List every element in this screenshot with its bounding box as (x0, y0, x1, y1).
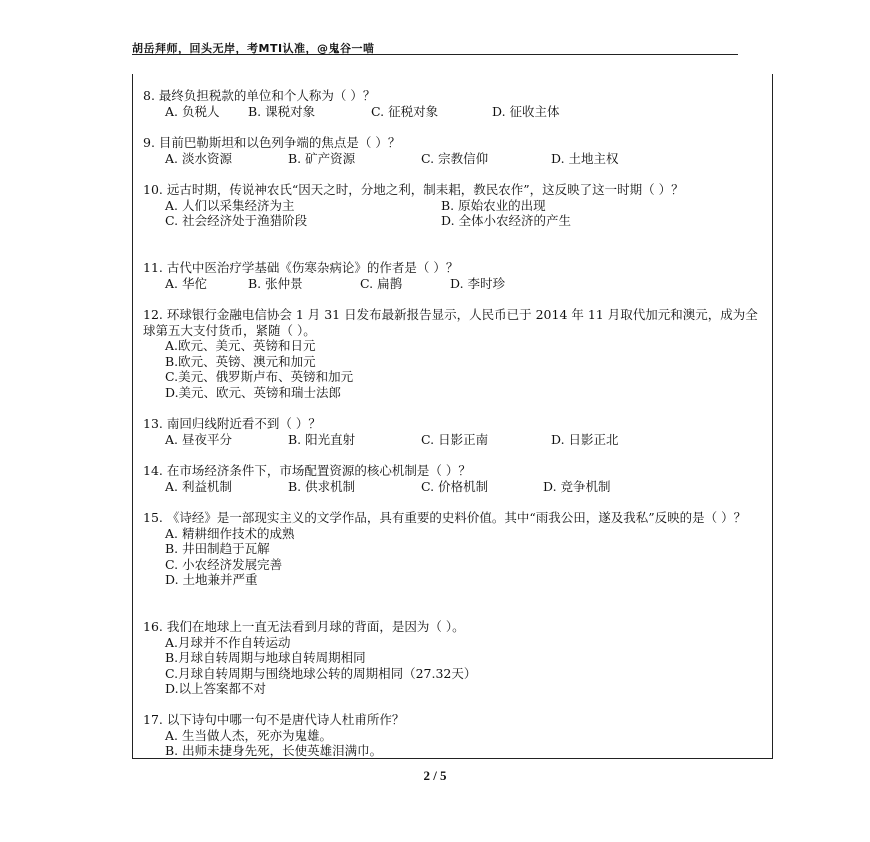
option-row (143, 104, 768, 120)
option-row (143, 432, 768, 448)
option-b: B. 张仲景 (248, 275, 303, 291)
option-a: A. 华佗 (165, 275, 207, 291)
question-9 (143, 135, 768, 166)
question-stem: 13. 南回归线附近看不到（ ）？ (143, 416, 321, 431)
question-stem: 10. 远古时期，传说神农氏“因天之时，分地之利，制耒耜，教民农作”，这反映了这一时期（ ）？ (143, 182, 684, 197)
option-d: D. 土地兼并严重 (165, 572, 258, 588)
question-16 (143, 619, 768, 697)
option-grid (143, 198, 768, 229)
option-d: D. 全体小农经济的产生 (441, 213, 572, 229)
option-a: A. 负税人 (165, 103, 220, 119)
option-c: C. 扁鹊 (360, 275, 403, 291)
option-b: B. 阳光直射 (288, 431, 356, 447)
option-list (143, 728, 768, 759)
option-b: B. 矿产资源 (288, 150, 356, 166)
option-c: C. 宗教信仰 (421, 150, 489, 166)
option-c: C.美元、俄罗斯卢布、英镑和加元 (165, 369, 354, 385)
question-14 (143, 463, 768, 494)
option-d: D.以上答案都不对 (165, 681, 267, 697)
option-b: B. 供求机制 (288, 478, 356, 494)
option-c: C. 小农经济发展完善 (165, 556, 283, 572)
option-c: C.月球自转周期与围绕地球公转的周期相同（27.32天） (165, 665, 477, 681)
question-8 (143, 88, 768, 119)
question-17 (143, 712, 768, 759)
option-c: C. 价格机制 (421, 478, 489, 494)
question-stem: 14. 在市场经济条件下，市场配置资源的核心机制是（ ）？ (143, 463, 471, 478)
question-stem: 9. 目前巴勒斯坦和以色列争端的焦点是（ ）？ (143, 135, 401, 150)
question-10 (143, 182, 768, 229)
option-a: A. 利益机制 (165, 478, 232, 494)
option-a: A. 精耕细作技术的成熟 (165, 525, 295, 541)
question-11 (143, 260, 768, 291)
question-stem: 15. 《诗经》是一部现实主义的文学作品，具有重要的史料价值。其中“雨我公田，遂及我私”反映的是（ ）？ (143, 510, 747, 525)
option-c: C. 日影正南 (421, 431, 489, 447)
option-d: D. 征收主体 (492, 103, 560, 119)
option-a: A.欧元、美元、英镑和日元 (165, 338, 316, 354)
option-b: B.月球自转周期与地球自转周期相同 (165, 650, 366, 666)
page-number: 2 / 5 (423, 768, 447, 783)
option-b: B.欧元、英镑、澳元和加元 (165, 353, 316, 369)
option-c: C. 征税对象 (371, 103, 439, 119)
option-row (143, 479, 768, 495)
option-a: A. 昼夜平分 (165, 431, 232, 447)
question-stem: 8. 最终负担税款的单位和个人称为（ ）？ (143, 88, 376, 103)
question-13 (143, 416, 768, 447)
option-d: D. 竞争机制 (543, 478, 611, 494)
question-stem: 17. 以下诗句中哪一句不是唐代诗人杜甫所作？ (143, 712, 405, 727)
option-d: D. 日影正北 (551, 431, 619, 447)
option-b: B. 井田制趋于瓦解 (165, 541, 270, 557)
option-a: A.月球并不作自转运动 (165, 634, 291, 650)
option-a: A. 人们以采集经济为主 (165, 197, 295, 213)
question-15 (143, 510, 768, 588)
option-c: C. 社会经济处于渔猎阶段 (165, 213, 308, 229)
option-list (143, 338, 768, 400)
header-rule (132, 54, 738, 55)
question-stem: 16. 我们在地球上一直无法看到月球的背面，是因为（ ）。 (143, 619, 465, 634)
option-row (143, 276, 768, 292)
option-b: B. 原始农业的出现 (441, 197, 546, 213)
question-stem: 11. 古代中医治疗学基础《伤寒杂病论》的作者是（ ）？ (143, 260, 459, 275)
option-a: A. 生当做人杰，死亦为鬼雄。 (165, 727, 332, 743)
option-row (143, 151, 768, 167)
page-header: 胡岳拜师，回头无岸，考MTI认准，@鬼谷一喵 (132, 42, 375, 55)
question-12 (143, 307, 768, 401)
option-a: A. 淡水资源 (165, 150, 232, 166)
option-d: D. 李时珍 (450, 275, 506, 291)
option-list (143, 635, 768, 697)
option-d: D. 土地主权 (551, 150, 619, 166)
option-list (143, 526, 768, 588)
question-stem: 12. 环球银行金融电信协会 1 月 31 日发布最新报告显示，人民币已于 2014 年 11 月取代加元和澳元，成为全球第五大支付货币，紧随（ ）。 (143, 307, 758, 338)
option-b: B. 课税对象 (248, 103, 316, 119)
option-d: D.美元、欧元、英镑和瑞士法郎 (165, 384, 342, 400)
option-b: B. 出师未捷身先死，长使英雄泪满巾。 (165, 743, 383, 759)
